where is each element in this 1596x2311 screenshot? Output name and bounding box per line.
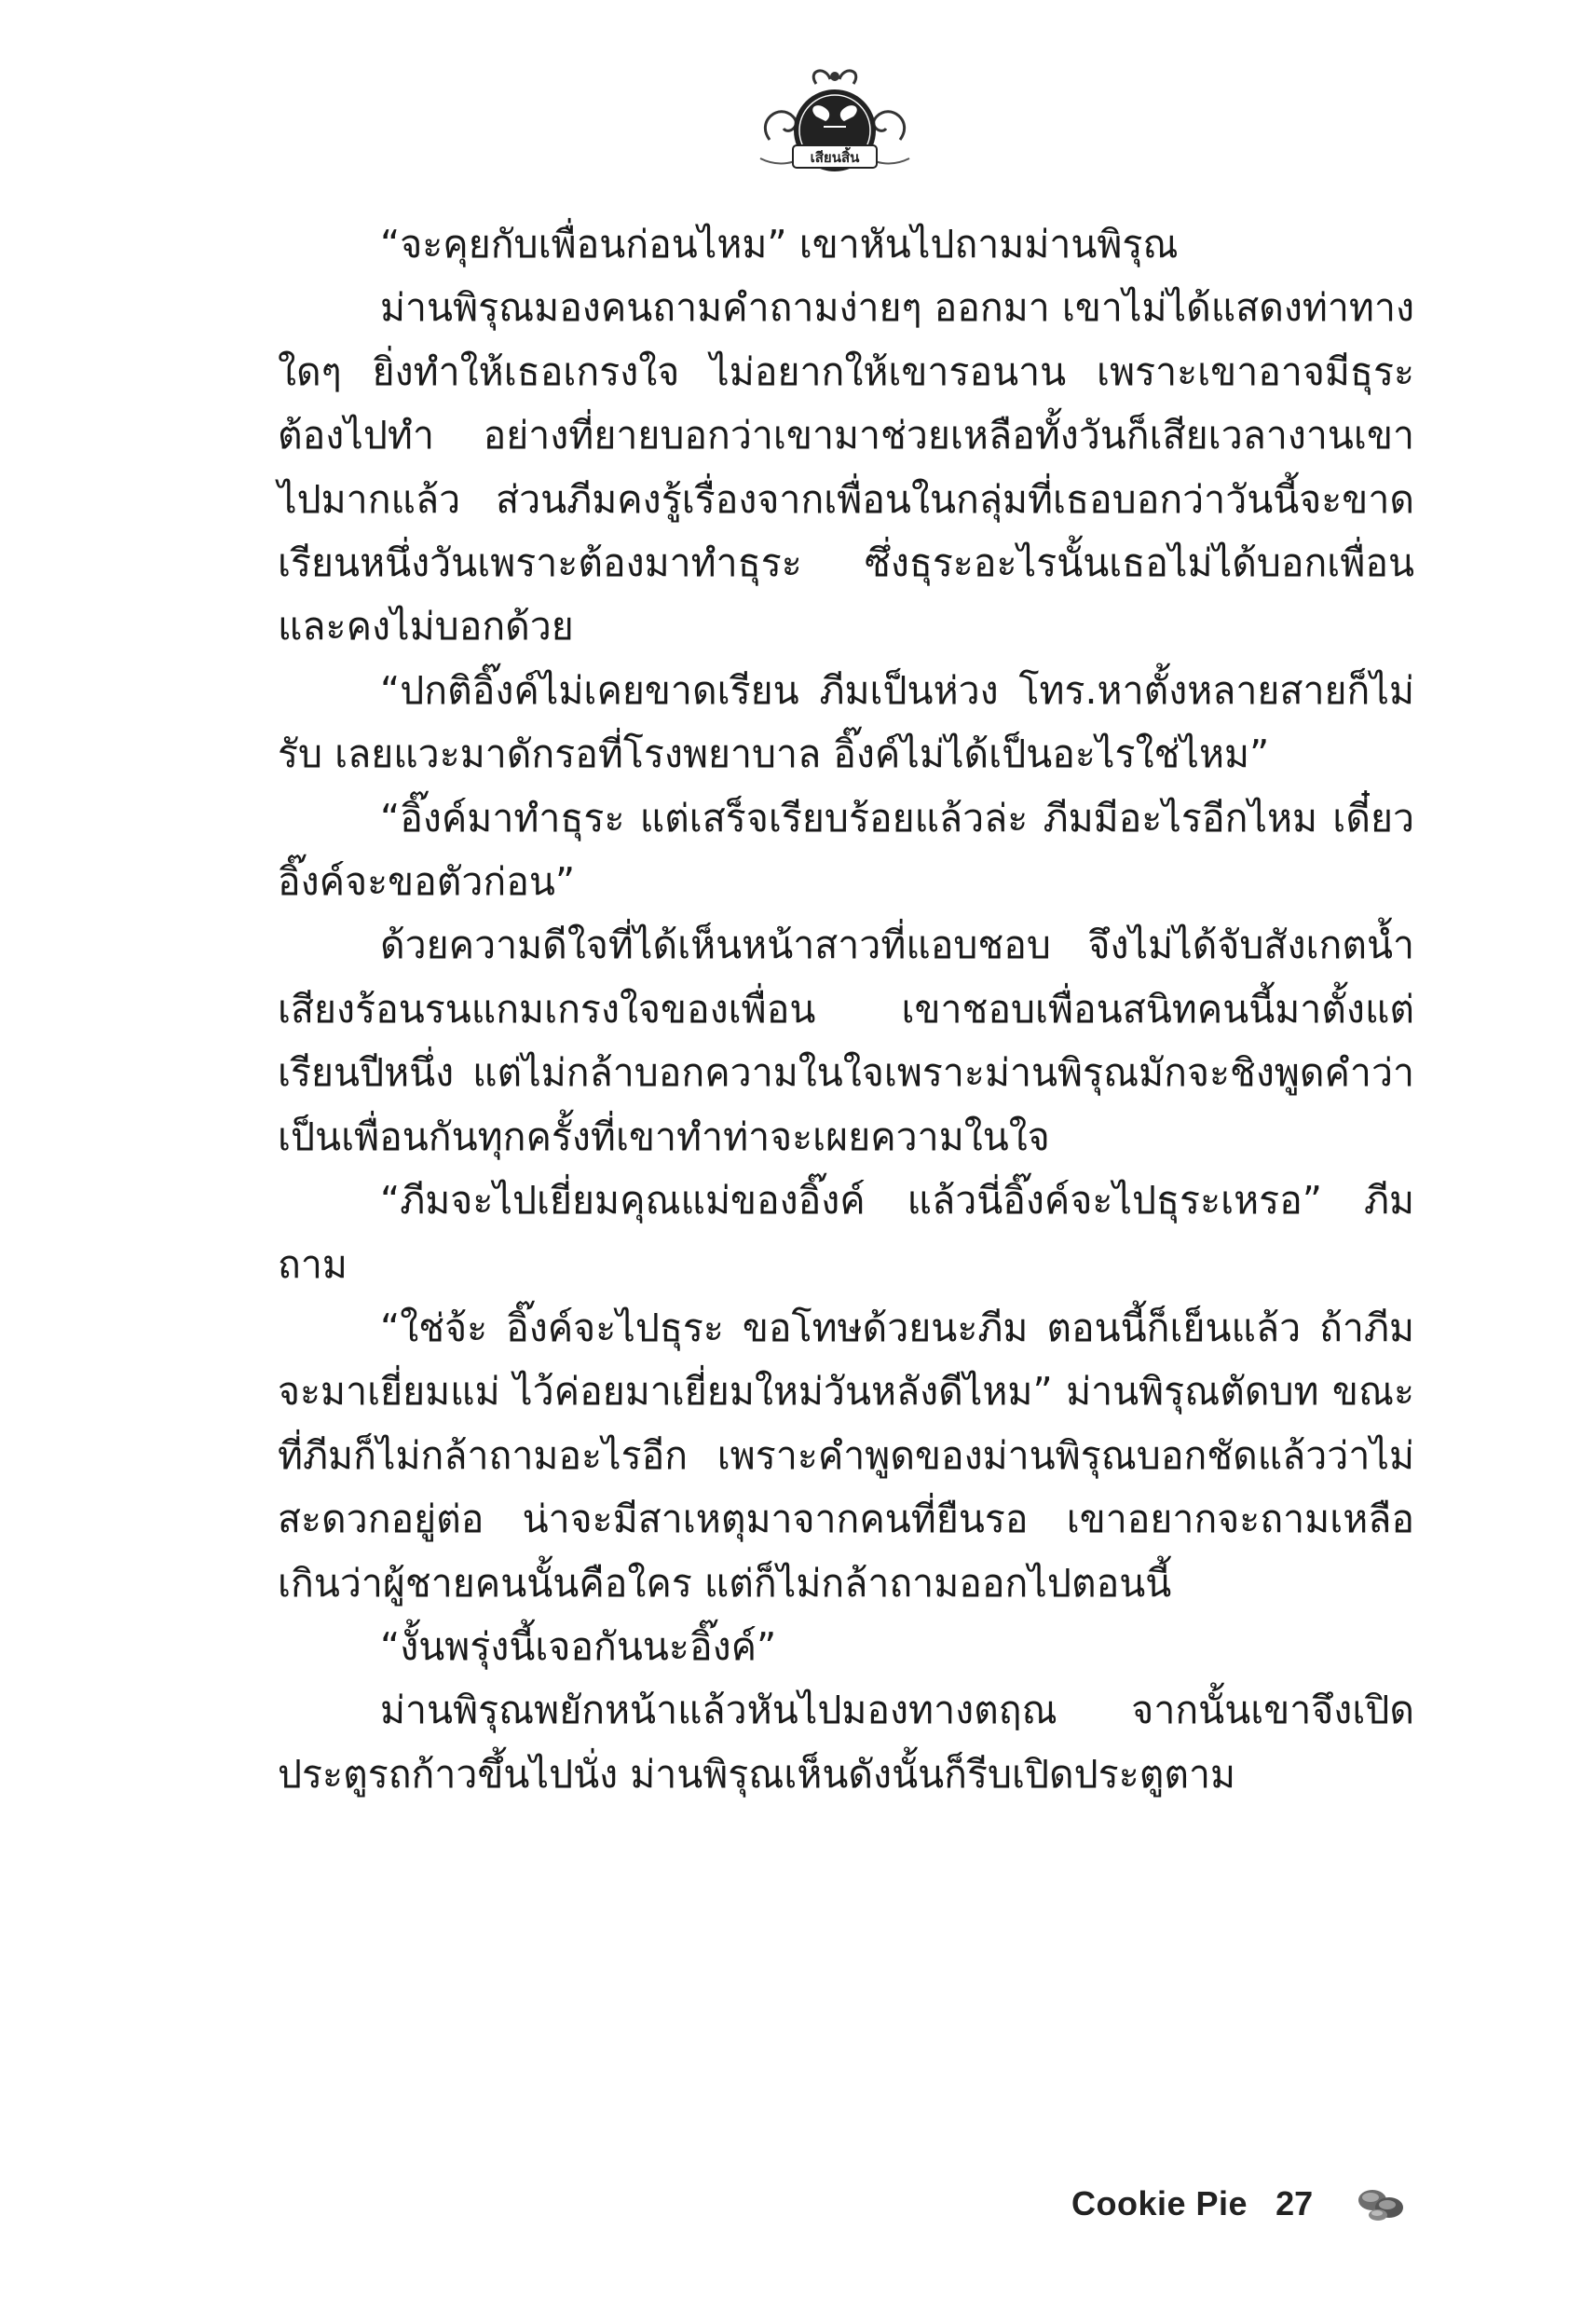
page-footer (1071, 2176, 1406, 2232)
paragraph: “งั้นพรุ่งนี้เจอกันนะอิ๊งค์” (380, 1623, 777, 1669)
ornamental-emblem-icon (751, 65, 919, 186)
cookie-logo-icon (1354, 2185, 1406, 2222)
paragraph: “จะคุยกับเพื่อนก่อนไหม” เขาหันไปถามม่านพิรุณ (380, 222, 1179, 267)
page-number: 27 (1275, 2184, 1314, 2222)
book-title: Cookie Pie (1071, 2184, 1248, 2222)
paragraph: “ภีมจะไปเยี่ยมคุณแม่ของอิ๊งค์ แล้วนี่อิ๊งค์จะไปธุระเหรอ” ภีมถาม (278, 1178, 1414, 1287)
paragraph: “ปกติอิ๊งค์ไม่เคยขาดเรียน ภีมเป็นห่วง โทร.หาตั้งหลายสายก็ไม่รับ เลยแวะมาดักรอที่โรงพยาบาล อิ๊งค์ไม่ได้เป็นอะไรใช่ไหม” (278, 667, 1414, 777)
emblem-text: เสียนสิ้น (810, 149, 860, 166)
paragraph: ม่านพิรุณพยักหน้าแล้วหันไปมองทางตฤณ จากนั้นเขาจึงเปิดประตูรถก้าวขึ้นไปนั่ง ม่านพิรุณเห็นดังนั้นก็รีบเปิดประตูตาม (278, 1688, 1414, 1797)
paragraph: ด้วยความดีใจที่ได้เห็นหน้าสาวที่แอบชอบ จึงไม่ได้จับสังเกตน้ำเสียงร้อนรนแกมเกรงใจของเพื่อน เขาชอบเพื่อนสนิทคนนี้มาตั้งแต่เรียนปีหนึ่ง แต่ไม่กล้าบอกความในใจเพราะม่านพิรุณมักจะชิงพูดคำว่าเป็นเพื่อนกันทุกครั้งที่เขาทำท่าจะเผยความในใจ (278, 923, 1414, 1159)
paragraph: ม่านพิรุณมองคนถามคำถามง่ายๆ ออกมา เขาไม่ได้แสดงท่าทางใดๆ ยิ่งทำให้เธอเกรงใจ ไม่อยากให้เขารอนาน เพราะเขาอาจมีธุระต้องไปทำ อย่างที่ยายบอกว่าเขามาช่วยเหลือทั้งวันก็เสียเวลางานเขาไปมากแล้ว ส่วนภีมคงรู้เรื่องจากเพื่อนในกลุ่มที่เธอบอกว่าวันนี้จะขาดเรียนหนึ่งวันเพราะต้องมาทำธุระ ซึ่งธุระอะไรนั้นเธอไม่ได้บอกเพื่อนและคงไม่บอกด้วย (278, 285, 1414, 650)
paragraph: “ใช่จ้ะ อิ๊งค์จะไปธุระ ขอโทษด้วยนะภีม ตอนนี้ก็เย็นแล้ว ถ้าภีมจะมาเยี่ยมแม่ ไว้ค่อยมาเยี่ยมใหม่วันหลังดีไหม” ม่านพิรุณตัดบท ขณะที่ภีมก็ไม่กล้าถามอะไรอีก เพราะคำพูดของม่านพิรุณบอกชัดแล้วว่าไม่สะดวกอยู่ต่อ น่าจะมีสาเหตุมาจากคนที่ยืนรอ เขาอยากจะถามเหลือเกินว่าผู้ชายคนนั้นคือใคร แต่ก็ไม่กล้าถามออกไปตอนนี้ (278, 1305, 1414, 1606)
paragraph: “อิ๊งค์มาทำธุระ แต่เสร็จเรียบร้อยแล้วล่ะ ภีมมีอะไรอีกไหม เดี๋ยวอิ๊งค์จะขอตัวก่อน” (278, 795, 1414, 905)
page-body (278, 212, 1414, 1806)
